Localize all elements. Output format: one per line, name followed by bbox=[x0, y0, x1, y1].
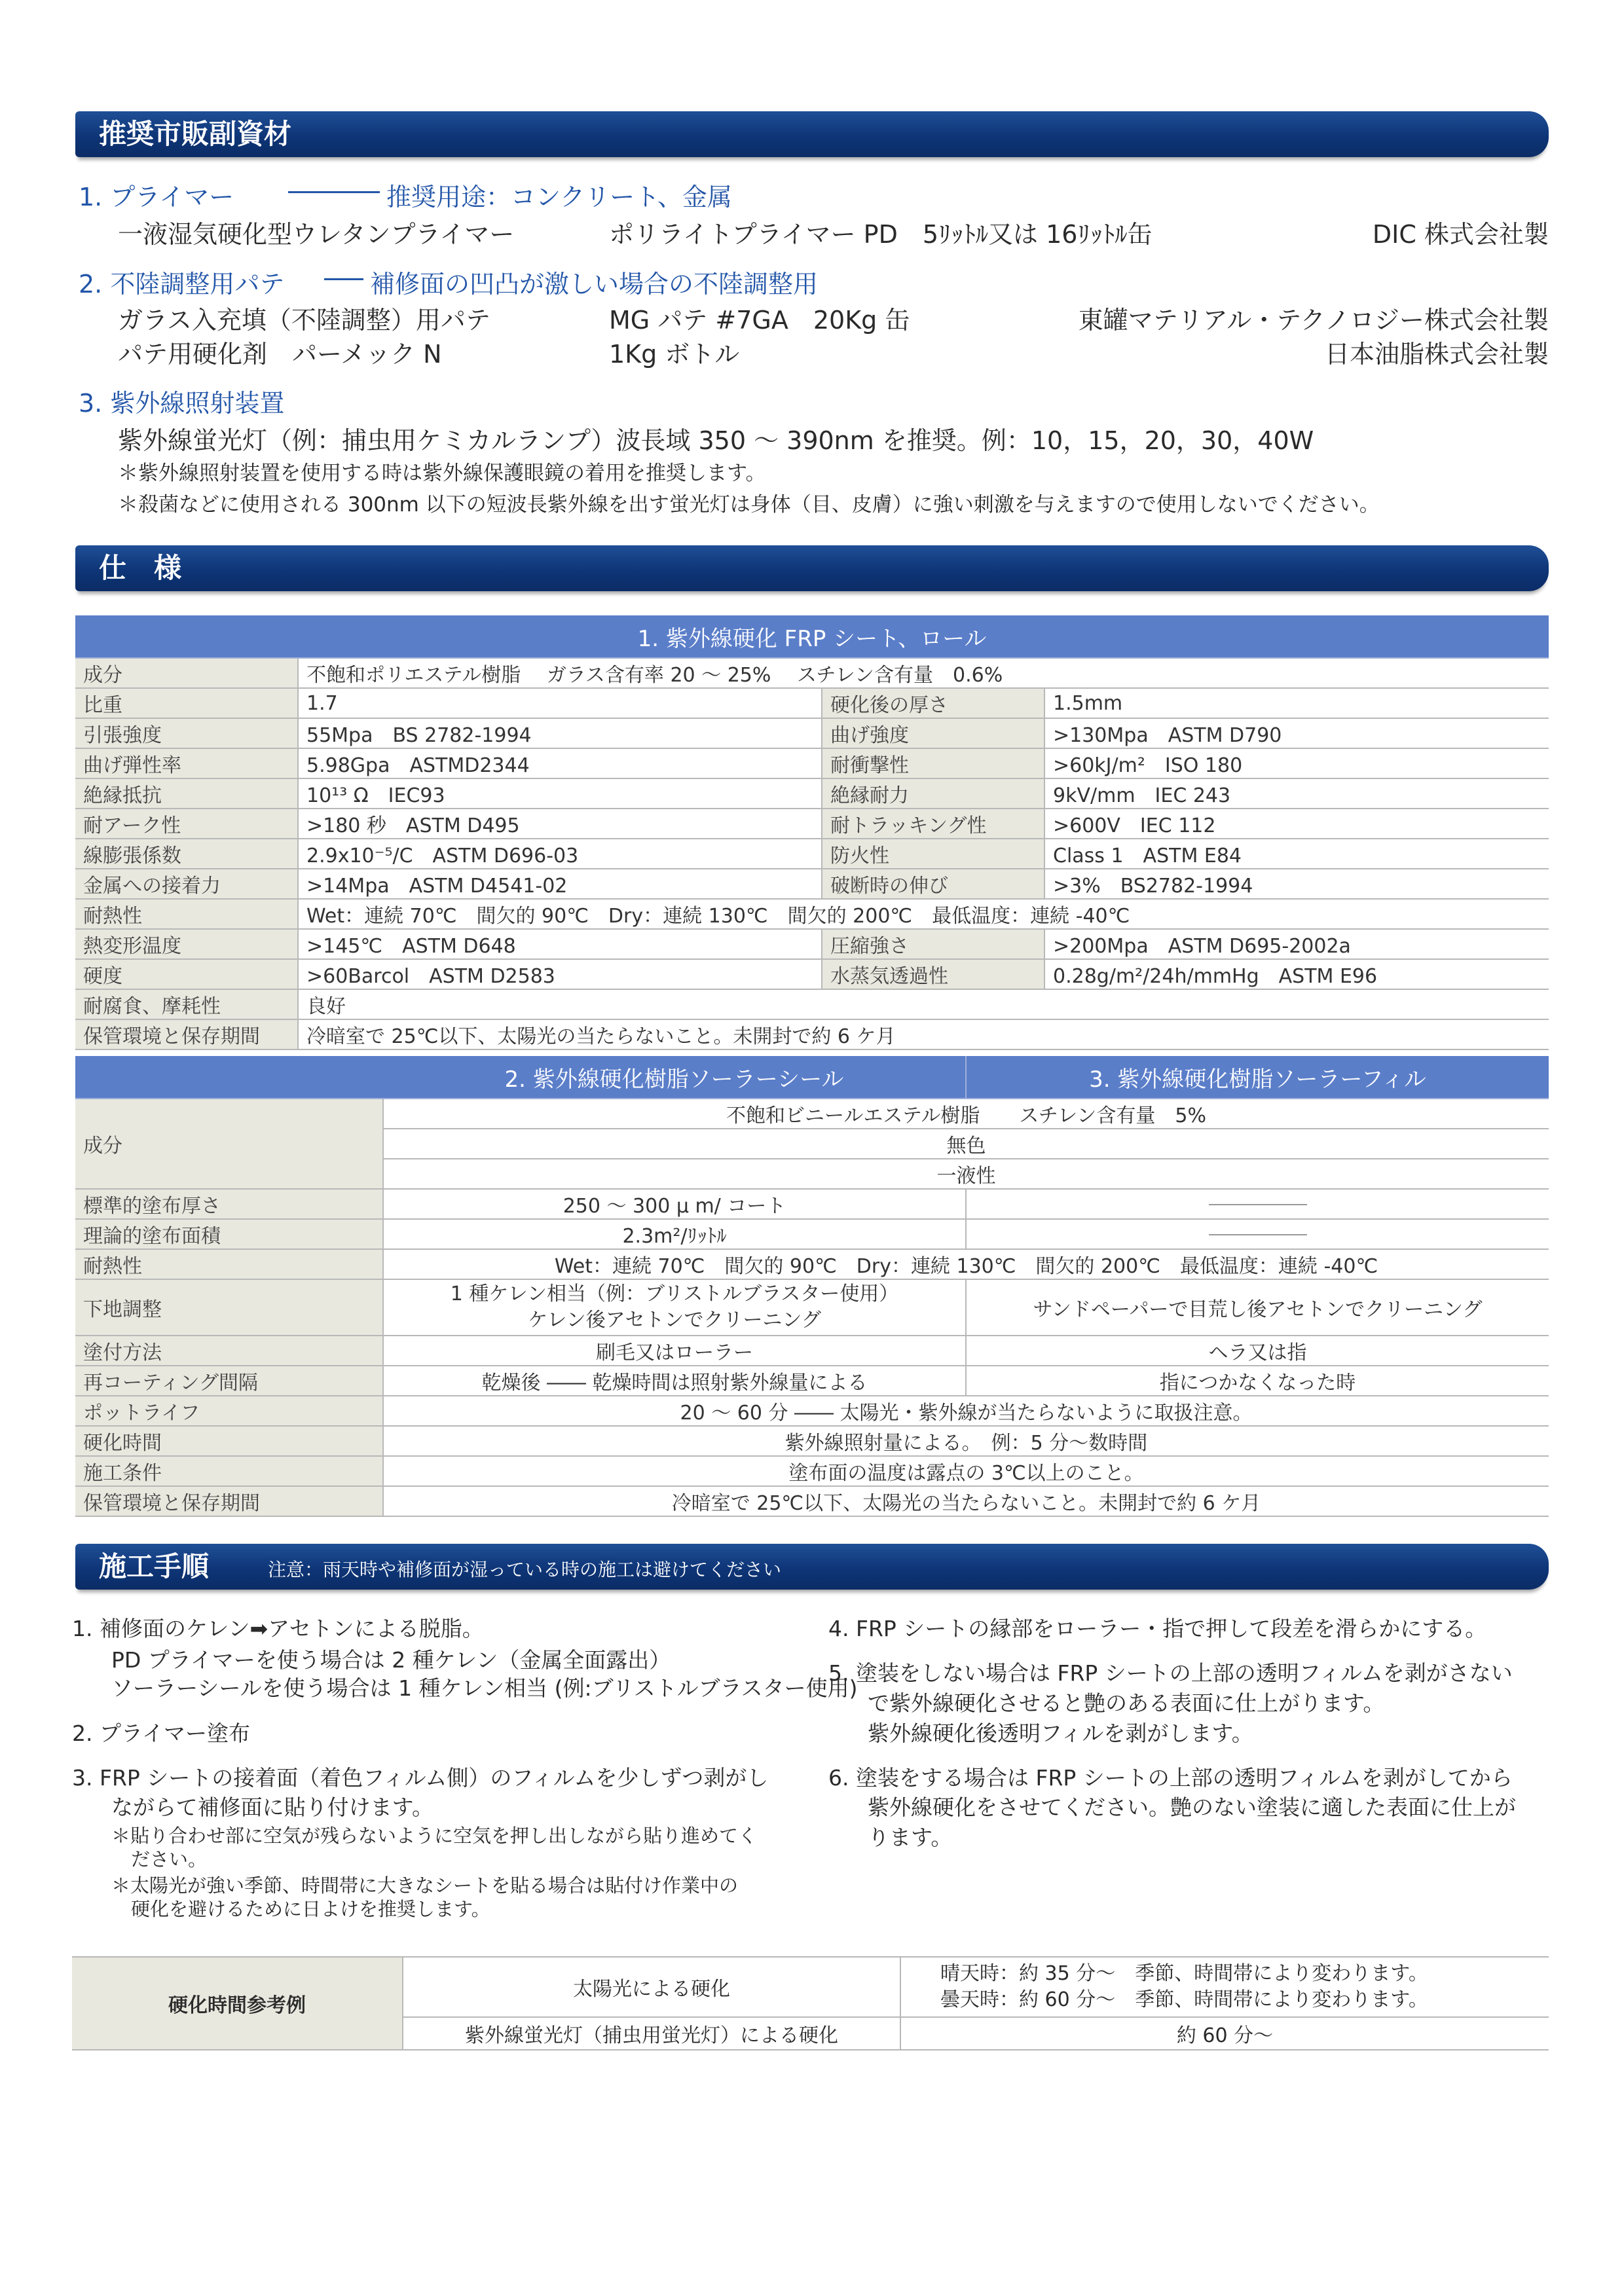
table-row bbox=[75, 1456, 1549, 1486]
item2-r2-col2: 1Kg ボトル bbox=[609, 340, 740, 369]
spec-value: >180 秒 ASTM D495 bbox=[298, 809, 822, 839]
table-row bbox=[75, 1426, 1549, 1456]
spec-value: Wet：連続 70℃ 間欠的 90℃ Dry：連続 130℃ 間欠的 200℃ 最低温度：連続 -40℃ bbox=[383, 1249, 1549, 1279]
resin-table-head-fill: 3. 紫外線硬化樹脂ソーラーフィル bbox=[966, 1056, 1549, 1099]
spec-value: >3% BS2782-1994 bbox=[1044, 869, 1549, 899]
table-row bbox=[75, 1019, 1549, 1049]
spec-value: 55Mpa BS 2782-1994 bbox=[298, 718, 822, 748]
spec-key: 成分 bbox=[75, 658, 298, 688]
table-row bbox=[75, 1486, 1549, 1516]
spec-key: 耐アーク性 bbox=[75, 809, 298, 839]
step-4: 4. FRP シートの縁部をローラー・指で押して段差を滑らかにする。 bbox=[828, 1616, 1487, 1641]
spec-key: 曲げ弾性率 bbox=[75, 748, 298, 778]
item1-col1: 一液湿気硬化型ウレタンプライマー bbox=[118, 220, 515, 249]
spec-key: 比重 bbox=[75, 688, 298, 718]
spec-key: ポットライフ bbox=[75, 1396, 383, 1426]
spec-key: 理論的塗布面積 bbox=[75, 1219, 383, 1249]
spec-value: 0.28g/m²/24h/mmHg ASTM E96 bbox=[1044, 959, 1549, 989]
empty-dash bbox=[966, 1219, 1549, 1249]
step-6-line-1: 6. 塗装をする場合は FRP シートの上部の透明フィルムを剥がしてから bbox=[828, 1765, 1513, 1791]
table-row bbox=[75, 929, 1549, 959]
table-row bbox=[75, 748, 1549, 778]
item2-divider bbox=[324, 278, 363, 280]
resin-table-corner bbox=[75, 1056, 383, 1099]
spec-key: 硬化時間 bbox=[75, 1426, 383, 1456]
spec-key: 保管環境と保存期間 bbox=[75, 1019, 298, 1049]
step-6-line-3: ります。 bbox=[868, 1825, 953, 1850]
spec-value: 乾燥後 ―― 乾燥時間は照射紫外線量による bbox=[383, 1366, 966, 1396]
spec-value: 10¹³ Ω IEC93 bbox=[298, 778, 822, 809]
table-row bbox=[75, 869, 1549, 899]
spec-value: 良好 bbox=[298, 989, 1549, 1019]
prep-line-2: ケレン後アセトンでクリーニング bbox=[528, 1309, 821, 1332]
item2-r1-col2: MG パテ #7GA 20Kg 缶 bbox=[609, 306, 910, 335]
spec-key: 絶縁耐力 bbox=[822, 778, 1044, 809]
item3-note1: ＊紫外線照射装置を使用する時は紫外線保護眼鏡の着用を推奨します。 bbox=[118, 462, 766, 485]
spec-value: Class 1 ASTM E84 bbox=[1044, 839, 1549, 869]
spec-value: 紫外線照射量による。 例：5 分～数時間 bbox=[383, 1426, 1549, 1456]
spec-key: 絶縁抵抗 bbox=[75, 778, 298, 809]
frp-spec-table bbox=[75, 615, 1549, 1050]
spec-value: 一液性 bbox=[383, 1159, 1549, 1189]
table-row bbox=[75, 718, 1549, 748]
spec-key: 塗付方法 bbox=[75, 1336, 383, 1366]
item3-note2: ＊殺菌などに使用される 300nm 以下の短波長紫外線を出す蛍光灯は身体（目、皮膚）に強い刺激を与えますので使用しないでください。 bbox=[118, 493, 1380, 517]
spec-value: 2.3m²/ﾘｯﾄﾙ bbox=[383, 1219, 966, 1249]
table-row bbox=[75, 989, 1549, 1019]
step-6-line-2: 紫外線硬化をさせてください。艶のない塗装に適した表面に仕上が bbox=[868, 1795, 1516, 1820]
step-3-note-2a: ＊太陽光が強い季節、時間帯に大きなシートを貼る場合は貼付け作業中の bbox=[111, 1874, 739, 1897]
spec-key: 保管環境と保存期間 bbox=[75, 1486, 383, 1516]
table-row bbox=[75, 899, 1549, 929]
table-row bbox=[75, 1219, 1549, 1249]
item2-r1-col3: 東罐マテリアル・テクノロジー株式会社製 bbox=[1078, 306, 1549, 335]
frp-table-title: 1. 紫外線硬化 FRP シート、ロール bbox=[75, 615, 1549, 658]
spec-key: 下地調整 bbox=[75, 1279, 383, 1336]
spec-value bbox=[383, 1279, 966, 1336]
ref-method-sun: 太陽光による硬化 bbox=[403, 1957, 900, 2017]
table-row bbox=[75, 1279, 1549, 1336]
table-row bbox=[75, 809, 1549, 839]
spec-key: 水蒸気透過性 bbox=[822, 959, 1044, 989]
item1-heading: 1. プライマー bbox=[79, 183, 234, 211]
spec-key: 金属への接着力 bbox=[75, 869, 298, 899]
step-5-line-3: 紫外線硬化後透明フィルを剥がします。 bbox=[868, 1721, 1253, 1746]
resin-table-head-seal: 2. 紫外線硬化樹脂ソーラーシール bbox=[383, 1056, 966, 1099]
spec-value: 不飽和ビニールエステル樹脂 スチレン含有量 5% bbox=[383, 1099, 1549, 1129]
item2-r1-col1: ガラス入充填（不陸調整）用パテ bbox=[118, 306, 490, 335]
item3-heading: 3. 紫外線照射装置 bbox=[79, 389, 285, 418]
table-row bbox=[75, 959, 1549, 989]
spec-value: サンドペーパーで目荒し後アセトンでクリーニング bbox=[966, 1279, 1549, 1336]
spec-value: 1.5mm bbox=[1044, 688, 1549, 718]
item1-divider bbox=[288, 191, 380, 193]
procedure-note: 注意：雨天時や補修面が湿っている時の施工は避けてください bbox=[268, 1559, 782, 1580]
spec-key: 硬度 bbox=[75, 959, 298, 989]
step-5-line-1: 5. 塗装をしない場合は FRP シートの上部の透明フィルムを剥がさない bbox=[828, 1660, 1513, 1686]
spec-value: 指につかなくなった時 bbox=[966, 1366, 1549, 1396]
table-row bbox=[75, 1249, 1549, 1279]
spec-key: 引張強度 bbox=[75, 718, 298, 748]
spec-key: 標準的塗布厚さ bbox=[75, 1189, 383, 1219]
ref-method-lamp: 紫外線蛍光灯（捕虫用蛍光灯）による硬化 bbox=[403, 2017, 900, 2050]
ref-value-sun bbox=[900, 1957, 1549, 2017]
step-3-line-1: 3. FRP シートの接着面（着色フィルム側）のフィルムを少しずつ剥がし bbox=[72, 1765, 769, 1791]
table-row bbox=[75, 778, 1549, 809]
spec-value: 2.9x10⁻⁵/C ASTM D696-03 bbox=[298, 839, 822, 869]
spec-key: 耐腐食、摩耗性 bbox=[75, 989, 298, 1019]
spec-value: 1.7 bbox=[298, 688, 822, 718]
item2-heading: 2. 不陸調整用パテ bbox=[79, 270, 285, 299]
procedure-title: 施工手順 bbox=[99, 1550, 210, 1582]
spec-key: 熱変形温度 bbox=[75, 929, 298, 959]
spec-value: 刷毛又はローラー bbox=[383, 1336, 966, 1366]
table-row bbox=[75, 839, 1549, 869]
spec-key: 再コーティング間隔 bbox=[75, 1366, 383, 1396]
table-row bbox=[75, 1189, 1549, 1219]
spec-value: >14Mpa ASTM D4541-02 bbox=[298, 869, 822, 899]
table-row bbox=[75, 688, 1549, 718]
spec-value: 20 ～ 60 分 ―― 太陽光・紫外線が当たらないように取扱注意。 bbox=[383, 1396, 1549, 1426]
spec-value: 無色 bbox=[383, 1129, 1549, 1159]
ref-value-lamp: 約 60 分～ bbox=[900, 2017, 1549, 2050]
step-1-line-2: PD プライマーを使う場合は 2 種ケレン（金属全面露出） bbox=[111, 1647, 671, 1673]
spec-value: 冷暗室で 25℃以下、太陽光の当たらないこと。未開封で約 6 ケ月 bbox=[298, 1019, 1549, 1049]
empty-dash bbox=[966, 1189, 1549, 1219]
item2-r2-col3: 日本油脂株式会社製 bbox=[1324, 340, 1549, 369]
step-1-line-3: ソーラーシールを使う場合は 1 種ケレン相当 (例:ブリストルブラスター使用) bbox=[111, 1675, 858, 1701]
step-3-note-1b: ださい。 bbox=[131, 1848, 208, 1870]
step-3-line-2: ながらて補修面に貼り付けます。 bbox=[111, 1795, 434, 1820]
spec-value: >600V IEC 112 bbox=[1044, 809, 1549, 839]
table-row bbox=[75, 1396, 1549, 1426]
spec-key: 防火性 bbox=[822, 839, 1044, 869]
table-row bbox=[75, 1336, 1549, 1366]
item1-col3: DIC 株式会社製 bbox=[1372, 220, 1549, 249]
spec-value: Wet：連続 70℃ 間欠的 90℃ Dry：連続 130℃ 間欠的 200℃ 最低温度：連続 -40℃ bbox=[298, 899, 1549, 929]
spec-value: >200Mpa ASTM D695-2002a bbox=[1044, 929, 1549, 959]
spec-value: 冷暗室で 25℃以下、太陽光の当たらないこと。未開封で約 6 ケ月 bbox=[383, 1486, 1549, 1516]
section-banner-procedure bbox=[75, 1544, 1549, 1590]
section-banner-spec: 仕 様 bbox=[75, 545, 1549, 591]
item1-col2: ポリライトプライマー PD 5ﾘｯﾄﾙ又は 16ﾘｯﾄﾙ缶 bbox=[609, 220, 1153, 249]
step-1-line-1: 1. 補修面のケレン➡アセトンによる脱脂。 bbox=[72, 1616, 484, 1641]
spec-key: 耐熱性 bbox=[75, 899, 298, 929]
spec-key: 曲げ強度 bbox=[822, 718, 1044, 748]
spec-value: >130Mpa ASTM D790 bbox=[1044, 718, 1549, 748]
spec-value: 250 ～ 300 μ m/ コート bbox=[383, 1189, 966, 1219]
step-3-note-1a: ＊貼り合わせ部に空気が残らないように空気を押し出しながら貼り進めてく bbox=[111, 1825, 758, 1847]
spec-value: >60Barcol ASTM D2583 bbox=[298, 959, 822, 989]
ref-key: 硬化時間参考例 bbox=[72, 1957, 403, 2050]
item2-r2-col1: パテ用硬化剤 パーメック N bbox=[118, 340, 442, 369]
spec-key: 破断時の伸び bbox=[822, 869, 1044, 899]
item3-line: 紫外線蛍光灯（例：捕虫用ケミカルランプ）波長域 350 ～ 390nm を推奨。例：10，15，20，30，40W bbox=[118, 426, 1314, 455]
spec-value: >60kJ/m² ISO 180 bbox=[1044, 748, 1549, 778]
spec-value: 不飽和ポリエステル樹脂 ガラス含有率 20 ～ 25% スチレン含有量 0.6% bbox=[298, 658, 1549, 688]
spec-key: 線膨張係数 bbox=[75, 839, 298, 869]
ref-sunny: 晴天時：約 35 分～ 季節、時間帯により変わります。 bbox=[940, 1962, 1428, 1985]
spec-key: 圧縮強さ bbox=[822, 929, 1044, 959]
spec-key: 成分 bbox=[75, 1099, 383, 1189]
step-5-line-2: で紫外線硬化させると艶のある表面に仕上がります。 bbox=[868, 1690, 1385, 1716]
spec-value: 塗布面の温度は露点の 3℃以上のこと。 bbox=[383, 1456, 1549, 1486]
prep-line-1: 1 種ケレン相当（例：ブリストルブラスター使用） bbox=[450, 1283, 899, 1305]
spec-value: ヘラ又は指 bbox=[966, 1336, 1549, 1366]
item2-usage: 補修面の凹凸が激しい場合の不陸調整用 bbox=[370, 270, 819, 299]
ref-cloudy: 曇天時：約 60 分～ 季節、時間帯により変わります。 bbox=[940, 1988, 1428, 2011]
spec-key: 耐衝撃性 bbox=[822, 748, 1044, 778]
step-3-note-2b: 硬化を避けるために日よけを推奨します。 bbox=[131, 1898, 490, 1920]
section-banner-materials: 推奨市販副資材 bbox=[75, 111, 1549, 157]
cure-time-reference-table bbox=[72, 1956, 1549, 2050]
step-2: 2. プライマー塗布 bbox=[72, 1721, 250, 1746]
spec-value: >145℃ ASTM D648 bbox=[298, 929, 822, 959]
item1-usage: 推奨用途：コンクリート、金属 bbox=[386, 183, 732, 211]
spec-value: 5.98Gpa ASTMD2344 bbox=[298, 748, 822, 778]
spec-key: 耐トラッキング性 bbox=[822, 809, 1044, 839]
spec-key: 硬化後の厚さ bbox=[822, 688, 1044, 718]
table-row bbox=[75, 1366, 1549, 1396]
spec-key: 施工条件 bbox=[75, 1456, 383, 1486]
spec-key: 耐熱性 bbox=[75, 1249, 383, 1279]
spec-value: 9kV/mm IEC 243 bbox=[1044, 778, 1549, 809]
resin-spec-table bbox=[75, 1056, 1549, 1517]
